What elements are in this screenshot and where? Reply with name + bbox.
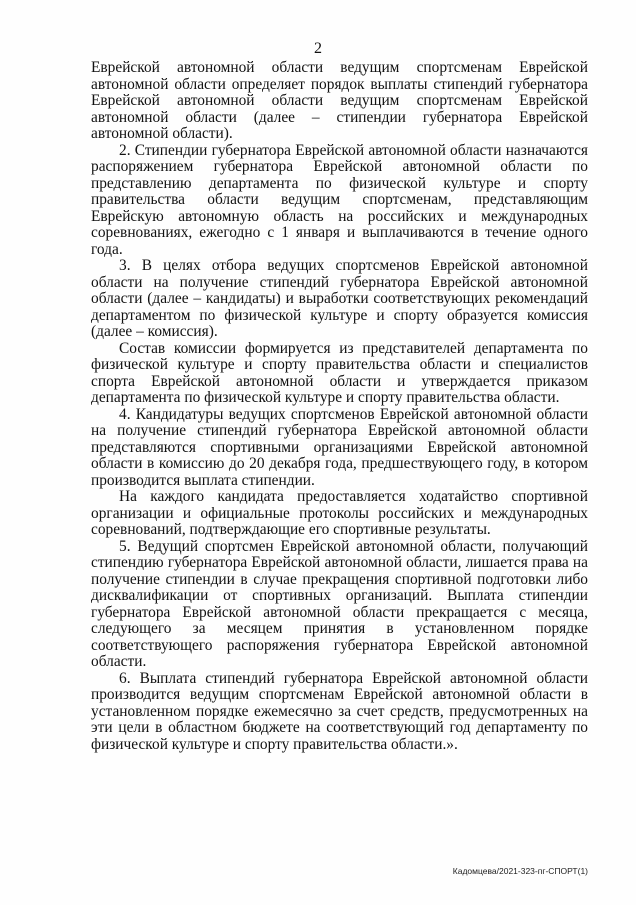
page-number: 2 [314,40,322,57]
paragraph-intro-continuation: Еврейской автономной области ведущим спортсменам Еврейской автономной области определяет порядок выплаты стипендий губернатора Еврейской автономной области ведущим спортсменам Еврейской автономной области (далее – стипендии губернатора Еврейской автономной области). [91,59,588,142]
document-reference-code: Кадомцева/2021-323-пг-СПОРТ(1) [452,866,588,876]
paragraph-2: 2. Стипендии губернатора Еврейской автономной области назначаются распоряжением губернатора Еврейской автономной области по представлению департамента по физической культуре и спорту правительства области ведущим спортсменам, представляющим Еврейскую автономную область на российских и международных соревнованиях, ежегодно с 1 января и выплачиваются в течение одного года. [91,141,588,258]
paragraph-3: 3. В целях отбора ведущих спортсменов Еврейской автономной области на получение стипендий губернатора Еврейской автономной области (далее – кандидаты) и выработки соответствующих рекомендаций департаментом по физической культуре и спорту образуется комиссия (далее – комиссия). [91,257,588,340]
paragraph-4-documents: На каждого кандидата предоставляется ходатайство спортивной организации и официальные протоколы российских и международных соревнований, подтверждающие его спортивные результаты. [91,488,588,538]
paragraph-6: 6. Выплата стипендий губернатора Еврейской автономной области производится ведущим спортсменам Еврейской автономной области в установленном порядке ежемесячно за счет средств, предусмотренных на эти цели в областном бюджете на соответствующий год департаменту по физической культуре и спорту правительства области.». [91,669,588,753]
paragraph-3-commission-composition: Состав комиссии формируется из представителей департамента по физической культуре и спорту правительства области и специалистов спорта Еврейской автономной области и утверждается приказом департамента по физической культуре и спорту правительства области. [91,339,588,406]
paragraph-5: 5. Ведущий спортсмен Еврейской автономной области, получающий стипендию губернатора Еврейской автономной области, лишается права на получение стипендии в случае прекращения спортивной подготовки либо дисквалификации от спортивных организаций. Выплата стипендии губернатора Еврейской автономной области прекращается с месяца, следующего за месяцем принятия в установленном порядке соответствующего распоряжения губернатора Еврейской автономной области. [91,537,588,670]
paragraph-4: 4. Кандидатуры ведущих спортсменов Еврейской автономной области на получение стипендий губернатора Еврейской автономной области представляются спортивными организациями Еврейской автономной области в комиссию до 20 декабря года, предшествующего году, в котором производится выплата стипендии. [91,405,588,489]
document-body [91,60,588,753]
